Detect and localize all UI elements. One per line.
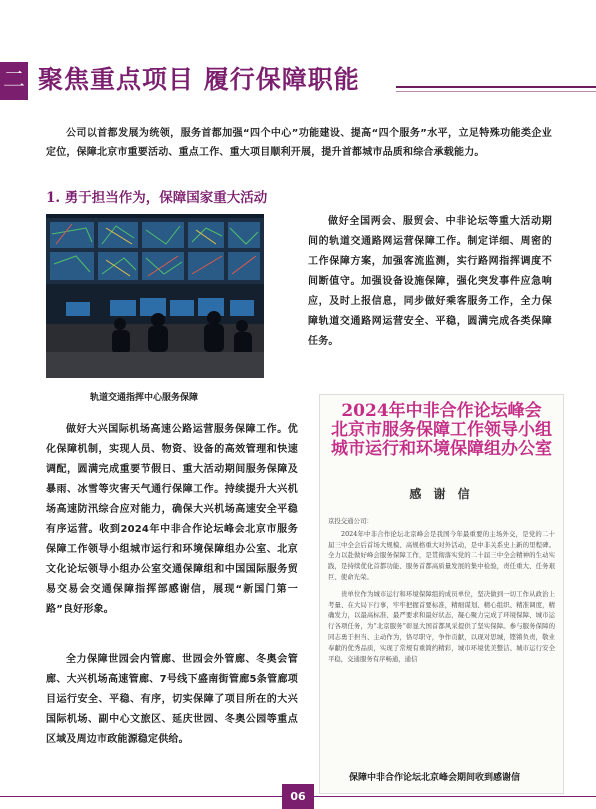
header-rule [396, 86, 596, 88]
pipe-gallery-paragraph: 全力保障世园会内管廊、世园会外管廊、冬奥会管廊、大兴机场高速管廊、7号线下盛南街管廊5条管廊项目运行安全、平稳、有序，切实保障了项目所在的大兴国际机场、副中心文旅区、延庆世园、冬奥公园等重点区域及周边市政能源稳定供给。 [46, 654, 298, 745]
control-room-photo [46, 214, 264, 378]
letter-heading: 感 谢 信 [409, 487, 474, 501]
control-room-image [46, 214, 264, 378]
airport-paragraph: 做好大兴国际机场高速公路运营服务保障工作。优化保障机制，实现人员、物资、设备的高效管理和快速调配，圆满完成重要节假日、重大活动期间服务保障及暴雨、冰雪等灾害天气通行保障工作。持续提升大兴机场高速防汛综合应对能力，确保大兴机场高速安全平稳有序运营。收到2024年中非合作论坛峰会北京市服务保障工作领导小组城市运行和环境保障组办公室、北京文化论坛领导小组办公室交通保障组和中国国际服务贸易交易会交通保障指挥部感谢信，展现“新国门第一路”良好形象。 [46, 424, 298, 615]
photo-caption: 轨道交通指挥中心服务保障 [90, 393, 199, 403]
page-number: 06 [282, 784, 314, 809]
letter-body-paragraph-1: 2024年中非合作论坛北京峰会是我国今年最重要的主场外交，是党的二十届三中全会后首场大规模、高规格重大对外活动，是中非关系史上新的里程碑。全力以赴做好峰会服务保障工作，是贯彻落实党的二十届三中全会精神的生动实践，是持续优化首都功能、服务首都高质量发展的集中检验，责任重大、任务艰巨、使命光荣。 [328, 529, 555, 581]
letter-title-line-1: 2024年中非合作论坛峰会 [341, 401, 542, 421]
section-number-badge: 二 [0, 62, 28, 100]
subsection-title: 1. 勇于担当作为，保障国家重大活动 [46, 190, 268, 206]
letter-caption: 保障中非合作论坛北京峰会期间收到感谢信 [349, 773, 521, 783]
intro-paragraph: 公司以首都发展为统领，服务首都加强“四个中心”功能建设、提高“四个服务”水平，立足特殊功能类企业定位，保障北京市重要活动、重点工作、重大项目顺利开展，提升首都城市品质和综合承载能力。 [46, 128, 552, 158]
thank-you-letter [319, 394, 564, 794]
letter-body-paragraph-2: 贵单位作为城市运行和环境保障组的成员单位，坚决做到一切工作从政治上考量、在大局下行事，牢牢把握首要标准，精细谋划、精心组织、精准调度，精确发力，以最高标准、最严要求和最好状态，凝心聚力完成了环境保障、城市运行各项任务，为“北京服务”彰显大国首都风采提供了坚实保障。参与服务保障的同志勇于担当、主动作为，恪尽职守，争作贡献，以现对思城，铿锵负责，敬业奉献的优秀品质，实现了常规有重简约精彩，城市环境优美整洁、城市运行安全平稳，交通服务有序畅通，通信 [328, 589, 555, 663]
header-rule-thin [396, 91, 596, 92]
letter-title-line-2: 北京市服务保障工作领导小组 [331, 420, 552, 440]
right-paragraph: 做好全国两会、服贸会、中非论坛等重大活动期间的轨道交通路网运营保障工作。制定详细、周密的工作保障方案，加强客流监测，实行路网指挥调度不间断值守。加强设备设施保障，强化突发事件应急响应，及时上报信息，同步做好乘客服务工作，全力保障轨道交通路网运营安全、平稳，圆满完成各类保障任务。 [308, 216, 552, 347]
letter-salutation: 京投交通公司： [328, 517, 373, 525]
letter-title-line-3: 城市运行和环境保障组办公室 [331, 439, 552, 459]
section-title: 聚焦重点项目 履行保障职能 [38, 65, 360, 94]
